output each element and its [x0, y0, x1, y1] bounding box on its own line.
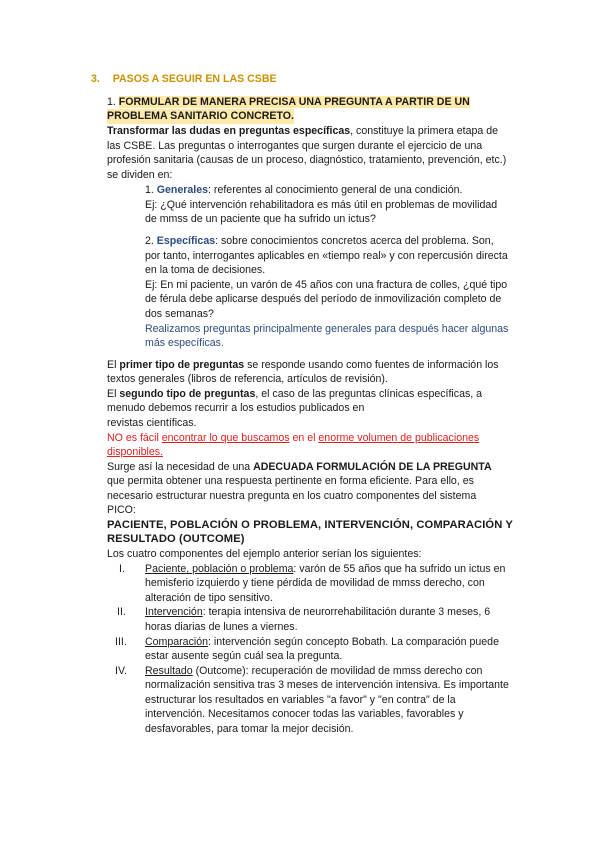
especificas-line3: en la toma de decisiones.: [145, 264, 266, 276]
generales-label: Generales: [156, 184, 209, 196]
component-2-label: Intervención: [145, 606, 203, 618]
component-numeral-3: III.: [115, 636, 127, 648]
especificas-note-line2: más específicas.: [145, 337, 224, 349]
component-4-label: Resultado: [145, 665, 193, 677]
formulation-line4: PICO:: [107, 504, 136, 516]
component-4-line1: Resultado (Outcome): recuperación de movilidad de mmss derecho con: [145, 665, 483, 677]
component-1-line3: alteración de tipo sensitivo.: [145, 592, 273, 604]
component-4-line5: desfavorables, para tomar la mejor decisión.: [145, 723, 354, 735]
pico-heading-line2: RESULTADO (OUTCOME): [107, 533, 245, 545]
intro-line2: las CSBE. Las preguntas o interrogantes que surgen durante el ejercicio de una: [107, 140, 483, 152]
component-3-line1: Comparación: intervención según concepto Bobath. La comparación puede: [145, 636, 499, 648]
component-3-label: Comparación: [145, 636, 209, 648]
warning-underlined-2: enorme volumen de publicaciones: [318, 432, 480, 444]
step1-number: 1.: [107, 96, 116, 108]
second-type-line2: menudo debemos recurrir a los estudios publicados en: [107, 402, 365, 414]
warning-line1: NO es fácil encontrar lo que buscamos en el enorme volumen de publicaciones: [107, 432, 480, 444]
intro-bold-lead: Transformar las dudas en preguntas específicas: [107, 125, 351, 137]
formulation-bold: ADECUADA FORMULACIÓN DE LA PREGUNTA: [253, 461, 492, 473]
component-2-line2: horas diarias de lunes a viernes.: [145, 621, 298, 633]
component-1-line2: hemisferio izquierdo y tiene pérdida de movilidad de mmss derecho, con: [145, 577, 485, 589]
components-intro: Los cuatro componentes del ejemplo anterior serían los siguientes:: [107, 548, 422, 560]
formulation-line3: necesario estructurar nuestra pregunta en los cuatro componentes del sistema: [107, 490, 477, 502]
intro-line3: profesión sanitaria (causas de un proceso, diagnóstico, tratamiento, prevención, etc.): [107, 154, 507, 166]
generales-line1: 1. Generales: referentes al conocimiento general de una condición.: [145, 184, 463, 196]
especificas-example-line3: dos semanas?: [145, 308, 214, 320]
section-number: 3.: [91, 73, 100, 85]
section-heading: [91, 72, 277, 87]
first-type-line2: textos generales (libros de referencia, artículos de revisión).: [107, 373, 388, 385]
intro-line1: Transformar las dudas en preguntas específicas, constituye la primera etapa de: [107, 125, 498, 137]
component-numeral-1: I.: [119, 563, 125, 575]
section-title: PASOS A SEGUIR EN LAS CSBE: [112, 73, 277, 85]
component-1-label: Paciente, población o problema: [145, 563, 294, 575]
second-type-line1: El segundo tipo de preguntas, el caso de las preguntas clínicas específicas, a: [107, 388, 483, 400]
component-numeral-4: IV.: [115, 665, 127, 677]
especificas-line2: por tanto, interrogantes aplicables en «tiempo real» y con repercusión directa: [145, 250, 508, 262]
component-1-line1: Paciente, población o problema: varón de 55 años que ha sufrido un ictus en: [145, 563, 506, 575]
component-numeral-2: II.: [117, 606, 126, 618]
especificas-label: Específicas: [156, 235, 216, 247]
step1-heading-text-1: FORMULAR DE MANERA PRECISA UNA PREGUNTA A PARTIR DE UN: [118, 96, 470, 108]
warning-line2: disponibles.: [107, 446, 163, 458]
first-type-bold: primer tipo de preguntas: [119, 359, 245, 371]
especificas-example-line1: Ej: En mi paciente, un varón de 45 años con una fractura de colles, ¿qué tipo: [145, 279, 508, 291]
especificas-example-line2: de férula debe aplicarse después del período de inmovilización completo de: [145, 293, 502, 305]
generales-example-line2: de mmss de un paciente que ha sufrido un ictus?: [145, 213, 376, 225]
generales-example-line1: Ej: ¿Qué intervención rehabilitadora es más útil en problemas de movilidad: [145, 199, 498, 211]
component-4-line4: intervención. Necesitamos conocer todas las variables, favorables y: [145, 708, 464, 720]
component-4-line2: normalización sensitiva tras 3 meses de intervención intensiva. Es importante: [145, 679, 509, 691]
warning-underlined-1: encontrar lo que buscamos: [161, 432, 290, 444]
intro-line4: se dividen en:: [107, 169, 173, 181]
component-4-line3: estructurar los resultados en variables "a favor" y "en contra" de la: [145, 694, 456, 706]
component-2-line1: Intervención: terapia intensiva de neurorrehabilitación durante 3 meses, 6: [145, 606, 491, 618]
first-type-line1: El primer tipo de preguntas se responde usando como fuentes de información los: [107, 359, 499, 371]
step1-heading-line2: PROBLEMA SANITARIO CONCRETO.: [107, 110, 294, 122]
especificas-line1: 2. Específicas: sobre conocimientos concretos acerca del problema. Son,: [145, 235, 494, 247]
component-3-line2: estar ausente según cuál sea la pregunta.: [145, 650, 343, 662]
second-type-bold: segundo tipo de preguntas: [119, 388, 256, 400]
formulation-line1: Surge así la necesidad de una ADECUADA FORMULACIÓN DE LA PREGUNTA: [107, 461, 492, 473]
pico-heading-line1: PACIENTE, POBLACIÓN O PROBLEMA, INTERVENCIÓN, COMPARACIÓN Y: [107, 519, 513, 531]
formulation-line2: que permita obtener una respuesta pertinente en forma eficiente. Para ello, es: [107, 475, 474, 487]
especificas-note-line1: Realizamos preguntas principalmente generales para después hacer algunas: [145, 323, 509, 335]
second-type-line3: revistas científicas.: [107, 417, 197, 429]
step1-heading-line1: [107, 95, 470, 110]
